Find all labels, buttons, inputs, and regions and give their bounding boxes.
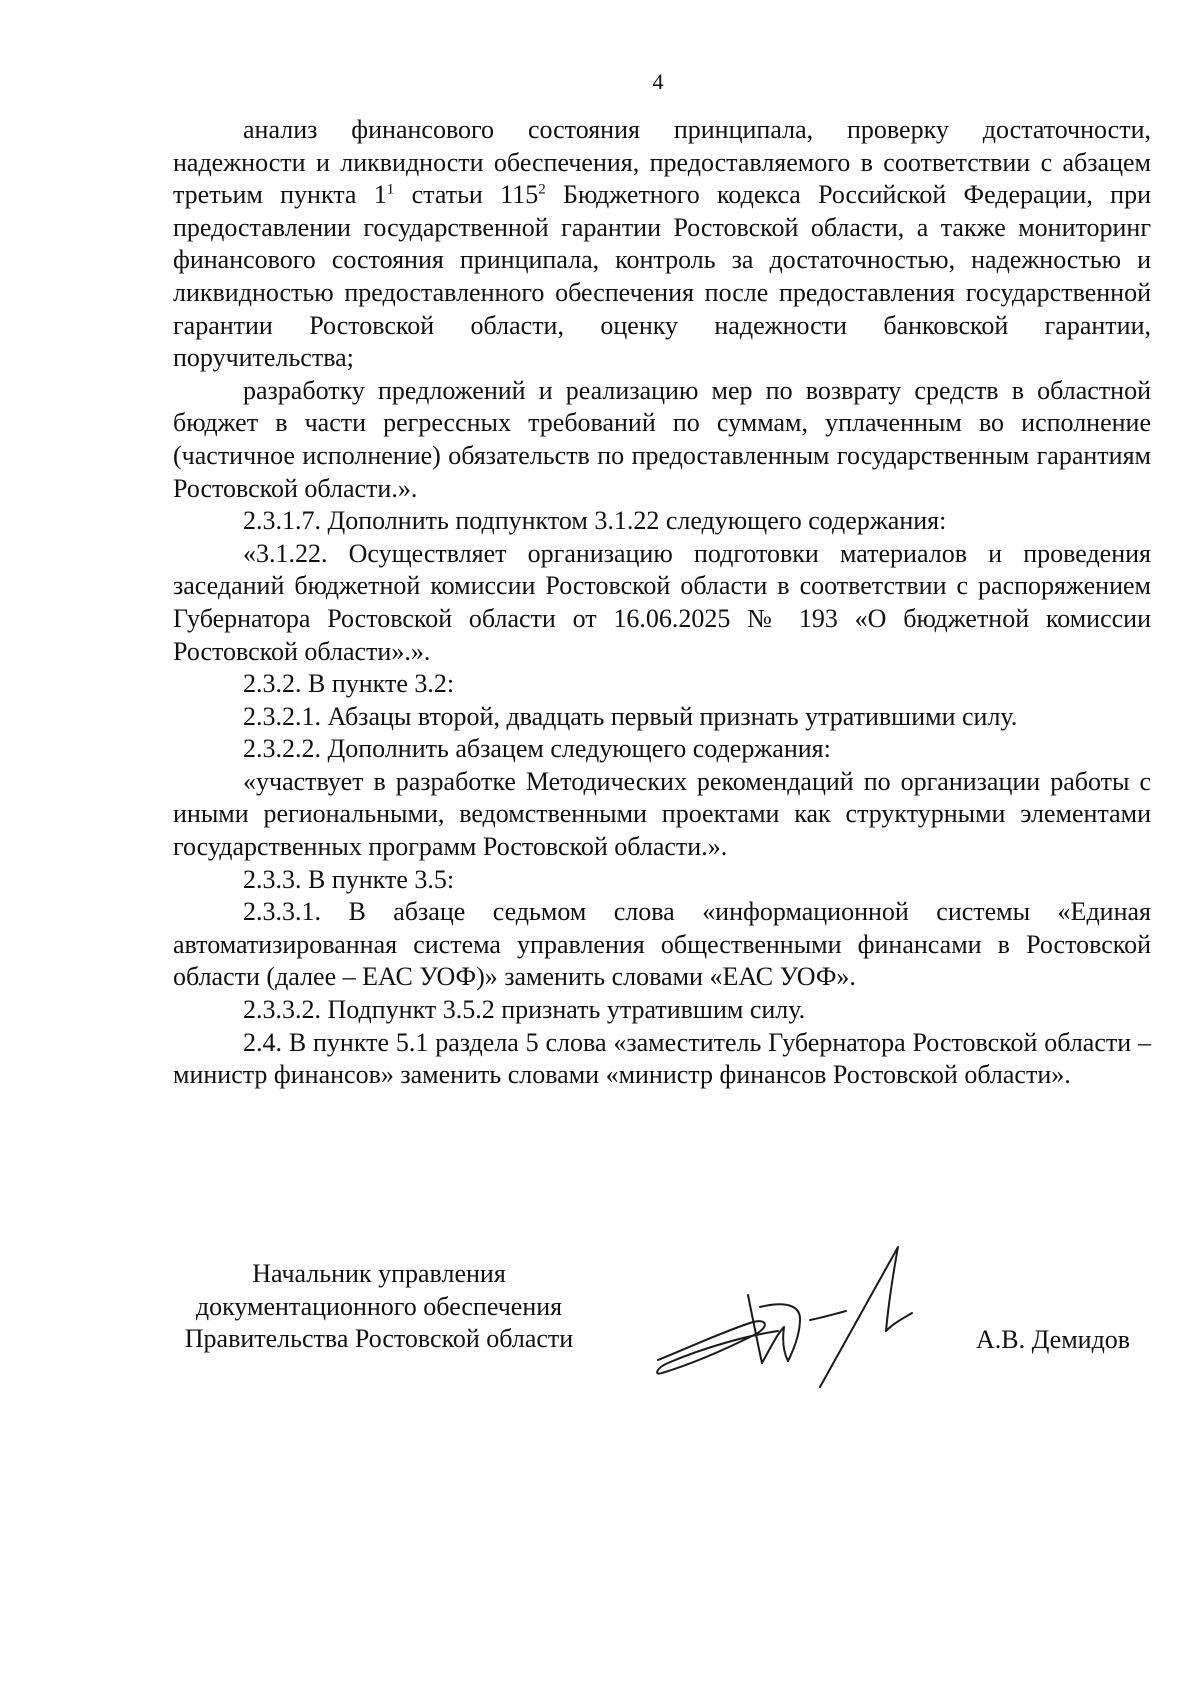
paragraph: 2.3.3.1. В абзаце седьмом слова «информационной системы «Единая автоматизированная система управления общественными финансами в Ростовской области (далее – ЕАС УОФ)» заменить словами «ЕАС УОФ». bbox=[173, 897, 1151, 992]
signer-name: А.В. Демидов bbox=[976, 1325, 1131, 1354]
signer-position-line: Правительства Ростовской области bbox=[184, 1324, 574, 1354]
handwritten-signature bbox=[650, 1235, 950, 1410]
signer-position-line: документационного обеспечения bbox=[195, 1291, 563, 1321]
paragraph: 2.3.3. В пункте 3.5: bbox=[243, 864, 455, 894]
paragraph: 2.3.2.1. Абзацы второй, двадцать первый признать утратившими силу. bbox=[243, 701, 1018, 731]
paragraph: 2.3.1.7. Дополнить подпунктом 3.1.22 следующего содержания: bbox=[243, 506, 947, 536]
page-number: 4 bbox=[652, 69, 664, 94]
paragraph: 2.3.3.2. Подпункт 3.5.2 признать утратившим силу. bbox=[243, 995, 806, 1025]
paragraph: 2.3.2.2. Дополнить абзацем следующего содержания: bbox=[243, 734, 831, 764]
superscript: 2 bbox=[538, 181, 546, 198]
paragraph: анализ финансового состояния принципала, проверку достаточности, надежности и ликвидности обеспечения, предоставляемого в соответствии с абзацем третьим пункта $1^1$ статьи $115^2$ Бюджетного кодекса Российской Федерации, при предоставлении государственной гарантии Ростовской области, а также мониторинг финансового состояния принципала, контроль за достаточностью, надежностью и ликвидностью предоставленного обеспечения после предоставления государственной гарантии Ростовской области, оценку надежности банковской гарантии, поручительства; bbox=[173, 115, 1151, 373]
paragraph: 2.3.2. В пункте 3.2: bbox=[243, 669, 455, 699]
signer-position bbox=[173, 1258, 585, 1356]
document-body bbox=[173, 114, 1151, 1092]
paragraph: 2.4. В пункте 5.1 раздела 5 слова «заместитель Губернатора Ростовской области – министр финансов» заменить словами «министр финансов Ростовской области». bbox=[173, 1027, 1151, 1090]
paragraph: «3.1.22. Осуществляет организацию подготовки материалов и проведения заседаний бюджетной комиссии Ростовской области в соответствии с распоряжением Губернатора Ростовской области от 16.06.2025 № 193 «О бюджетной комиссии Ростовской области».». bbox=[173, 538, 1151, 666]
paragraph: «участвует в разработке Методических рекомендаций по организации работы с иными региональными, ведомственными проектами как структурными элементами государственных программ Ростовской области.». bbox=[173, 766, 1151, 862]
superscript: 1 bbox=[386, 181, 395, 198]
signer-position-line: Начальник управления bbox=[252, 1259, 506, 1288]
paragraph: разработку предложений и реализацию мер по возврату средств в областной бюджет в части регрессных требований по суммам, уплаченным во исполнение (частичное исполнение) обязательств по предоставленным государственным гарантиям Ростовской области.». bbox=[173, 375, 1151, 503]
